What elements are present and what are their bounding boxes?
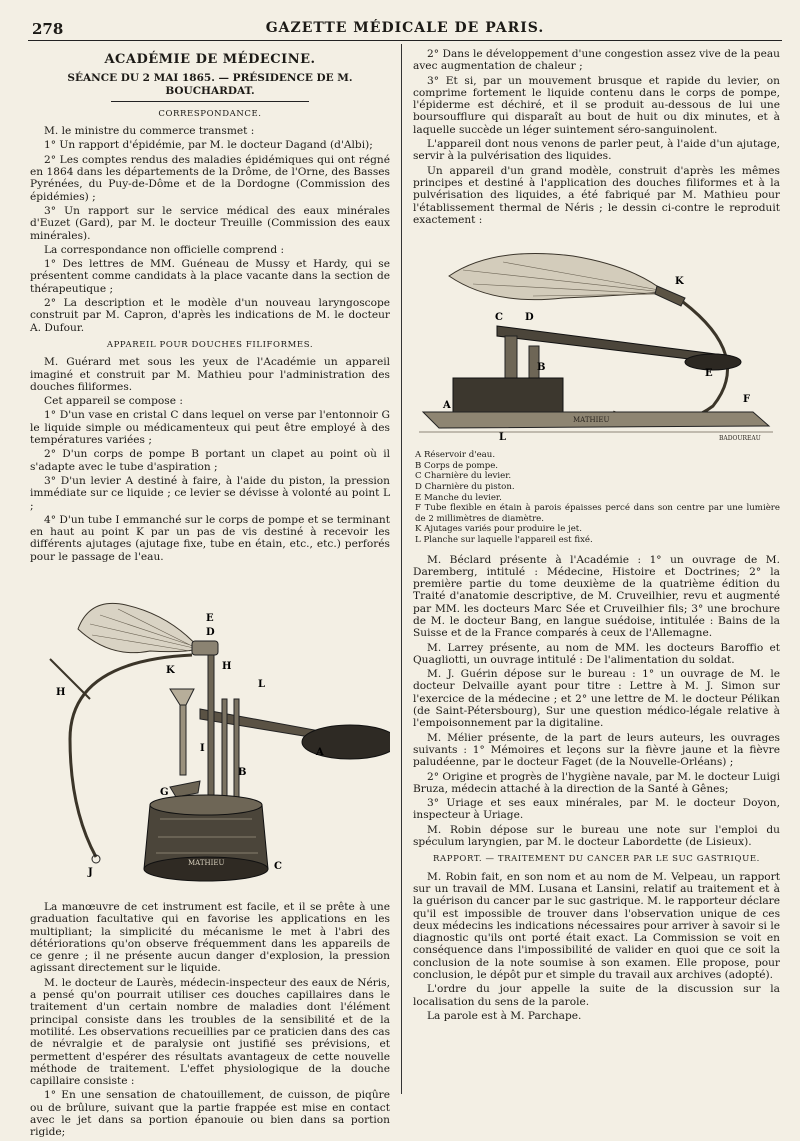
seance-line	[30, 72, 390, 102]
fig-label: K	[675, 276, 684, 288]
paragraph: M. Larrey présente, au nom de MM. les docteurs Baroffio et Quagliotti, un ouvrage intitulé : De l'alimentation du soldat.	[413, 641, 780, 666]
running-head	[28, 18, 782, 41]
seance-rule	[111, 101, 309, 102]
paragraph: 3° Uriage et ses eaux minérales, par M. le docteur Doyon, inspecteur à Uriage.	[413, 797, 780, 822]
fig-label: G	[160, 786, 169, 798]
paragraph: 2° Dans le développement d'une congestion assez vive de la peau avec augmentation de chaleur ;	[413, 48, 780, 73]
paragraph: M. le ministre du commerce transmet :	[44, 125, 255, 138]
paragraph: Un appareil d'un grand modèle, construit d'après les mêmes principes et destiné à l'application des douches filiformes et à la pulvérisation des liquides, a été fabriqué par M. Mathieu pour l'établissement thermal de Néris ; le dessin ci-contre le reproduit exactement :	[413, 164, 780, 226]
paragraph: Cet appareil se compose :	[44, 395, 183, 408]
legend-item: C Charnière du levier.	[415, 471, 512, 482]
nozzle-k	[655, 286, 685, 306]
paragraph: La parole est à M. Parchape.	[427, 1009, 582, 1022]
paragraph: 2° Origine et progrès de l'hygiène navale, par M. le docteur Luigi Bruza, médecin attaché à la direction de la Santé à Gênes;	[413, 770, 780, 795]
paragraph: M. Robin dépose sur le bureau une note sur l'emploi du spéculum laryngien, par M. le docteur Labordette (de Lisieux).	[413, 823, 780, 849]
fig-label: C	[274, 860, 282, 872]
paragraph: M. J. Guérin dépose sur le bureau : 1° un ouvrage de M. le docteur Delvaille ayant pour titre : Lettre à M. J. Simon sur l'exercice de la médecine ; et 2° une lettre de M. le docteur Pélikan (de Saint-Pétersbourg), Sur une question médico-légale relative à l'empoisonnement par la digitaline.	[413, 668, 780, 730]
spout	[170, 781, 200, 797]
nozzle	[192, 641, 218, 655]
pump-rod-2	[234, 699, 239, 799]
journal-title: GAZETTE MÉDICALE DE PARIS.	[265, 20, 545, 36]
fig-label: H	[56, 686, 66, 698]
fig-label: D	[525, 312, 534, 324]
lever-handle-e	[685, 354, 741, 370]
fig-label: L	[258, 678, 266, 690]
large-apparatus-engraving	[413, 236, 780, 446]
paragraph: 1° D'un vase en cristal C dans lequel on verse par l'entonnoir G le liquide simple ou médicamenteux qui peut être employé à des températures variées ;	[30, 409, 390, 447]
engraver-mark: BADOUREAU	[719, 435, 761, 443]
paragraph: 3° D'un levier A destiné à faire, à l'aide du piston, la pression immédiate sur ce liquide ; ce levier se dévisse à volonté au point L ;	[30, 474, 390, 512]
pump-rod	[222, 699, 227, 799]
legend-item: D Charnière du piston.	[415, 481, 515, 492]
legend-item: B Corps de pompe.	[415, 460, 499, 471]
fig-label: B	[537, 362, 546, 374]
fig-label: D	[206, 626, 215, 638]
fig-label: C	[495, 312, 503, 324]
paragraph: La correspondance non officielle comprend :	[44, 243, 285, 256]
reservoir-a	[453, 378, 563, 412]
figure-legend	[415, 450, 780, 545]
fig-label: K	[166, 664, 175, 676]
figure-douche-apparatus-large	[413, 236, 780, 446]
fig-label: H	[222, 660, 232, 672]
paragraph: 2° La description et le modèle d'un nouveau laryngoscope construit par M. Capron, d'après les indications de M. le docteur A. Dufour.	[30, 297, 390, 334]
paragraph: 4° D'un tube I emmanché sur le corps de pompe et se terminant en haut au point K par un pas de vis destiné à recevoir les différents ajutages (ajutage fixe, tube en étain, etc., etc.) perforés pour le passage de l'eau.	[30, 513, 390, 563]
paragraph: M. Béclard présente à l'Académie : 1° un ouvrage de M. Daremberg, intitulé : Médecine, Histoire et Doctrines; 2° la première partie du tome deuxième de la quatrième édition du Traité d'anatomie descriptive, de M. Cruveilhier, revu et augmenté par MM. les docteurs Marc Sée et Cruveilhier fils; 3° une brochure de M. le docteur Bang, en langue suédoise, intitulée : Bains de la Suisse et de la France comparés à ceux de l'Allemagne.	[413, 553, 780, 640]
appareil-heading: APPAREIL POUR DOUCHES FILIFORMES.	[106, 339, 314, 350]
figure-douche-apparatus-small	[30, 569, 390, 897]
paragraph: M. le docteur de Laurès, médecin-inspecteur des eaux de Néris, a pensé qu'on pourrait utiliser ces douches capillaires dans le traitement d'un certain nombre de maladies dont l'élément principal consiste dans les troubles de la sensibilité et de la motilité. Les observations recueillies par ce praticien dans des cas de névralgie et de paralysie ont justifié ses prévisions, et permettent d'espérer des résultats avantageux de cette nouvelle méthode de traitement. L'effet physiologique de la douche capillaire consiste :	[30, 976, 390, 1088]
legend-item: K Ajutages variés pour produire le jet.	[415, 524, 582, 535]
maker-mark: MATHIEU	[188, 858, 225, 867]
right-column	[413, 48, 780, 1024]
fig-label: J	[88, 866, 93, 878]
legend-item: L Planche sur laquelle l'appareil est fixé.	[415, 534, 593, 545]
fig-label: B	[238, 766, 247, 778]
vertical-tube	[208, 655, 214, 795]
paragraph: 2° Les comptes rendus des maladies épidémiques qui ont régné en 1864 dans les départements de la Drôme, de l'Orne, des Basses Pyrénées, du Puy-de-Dôme et de la Dordogne (Commission des épidémies) ;	[30, 153, 390, 203]
vase-top	[150, 795, 262, 815]
paragraph: 3° Un rapport sur le service médical des eaux minérales d'Euzet (Gard), par M. le docteur Treuille (Commission des eaux minérales).	[30, 204, 390, 242]
funnel	[170, 689, 194, 705]
paragraph: 1° Des lettres de MM. Guéneau de Mussy et Hardy, qui se présentent comme candidats à la place vacante dans la section de thérapeutique ;	[30, 258, 390, 295]
legend-item: F Tube flexible en étain à parois épaisses percé dans son centre par une lumière de 2 millimètres de diamètre.	[415, 503, 780, 524]
fig-label: L	[499, 432, 507, 444]
paragraph: 1° Un rapport d'épidémie, par M. le docteur Dagand (d'Albi);	[44, 139, 373, 152]
page-number: 278	[32, 20, 64, 38]
column-divider	[401, 44, 402, 1094]
paragraph: L'appareil dont nous venons de parler peut, à l'aide d'un ajutage, servir à la pulvérisation des liquides.	[413, 138, 780, 163]
seance-text: SÉANCE DU 2 MAI 1865. — PRÉSIDENCE DE M. BOUCHARDAT.	[67, 72, 353, 97]
apparatus-engraving	[30, 569, 390, 897]
paragraph: L'ordre du jour appelle la suite de la discussion sur la localisation du sens de la parole.	[413, 983, 780, 1008]
left-column	[30, 48, 390, 1141]
section-title: ACADÉMIE DE MÉDECINE.	[104, 52, 316, 67]
fig-label: F	[743, 394, 751, 406]
fig-label: A	[316, 746, 324, 758]
paragraph: M. Robin fait, en son nom et au nom de M. Velpeau, un rapport sur un travail de MM. Lusana et Lansini, relatif au traitement et à la guérison du cancer par le suc gastrique. M. le rapporteur déclare qu'il est impossible de trouver dans l'observation unique de ces deux médecins les indications nécessaires pour arriver à savoir si le diagnostic qu'ils ont porté était exact. La Commission se voit en conséquence dans l'impossibilité de valider en quoi que ce soit la conclusion de la note soumise à son examen. Elle propose, pour conclusion, le dépôt pur et simple du travail aux archives (adopté).	[413, 870, 780, 981]
paragraph: 1° En une sensation de chatouillement, de cuisson, de piqûre ou de brûlure, suivant que la partie frappée est mise en contact avec le jet dans sa portion épanouie ou bien dans sa portion rigide;	[30, 1089, 390, 1139]
rapport-heading: RAPPORT. — TRAITEMENT DU CANCER PAR LE SUC GASTRIQUE.	[433, 854, 760, 865]
maker-mark: MATHIEU	[573, 416, 610, 425]
paragraph: La manœuvre de cet instrument est facile, et il se prête à une graduation facultative qui en favorise les applications en les multipliant; la simplicité du mécanisme le met à l'abri des détériorations qu'on observe fréquemment dans les appareils de ce genre ; il ne présente aucun danger d'explosion, la pression agissant directement sur le liquide.	[30, 900, 390, 975]
legend-item: E Manche du levier.	[415, 492, 502, 503]
fig-label: E	[705, 368, 713, 380]
legend-item: A Réservoir d'eau.	[415, 450, 496, 461]
fig-label: I	[200, 742, 205, 754]
paragraph: 3° Et si, par un mouvement brusque et rapide du levier, on comprime fortement le liquide contenu dans le corps de pompe, l'épiderme est déchiré, et il se produit au-dessous de lui une boursoufflure qui disparaît au bout de huit ou dix minutes, et à laquelle succède un léger suintement séro-sanguinolent.	[413, 74, 780, 136]
paragraph: M. Mélier présente, de la part de leurs auteurs, les ouvrages suivants : 1° Mémoires et leçons sur la fièvre jaune et la fièvre paludéenne, par le docteur Faget (de la Nouvelle-Orléans) ;	[413, 731, 780, 769]
paragraph: 2° D'un corps de pompe B portant un clapet au point où il s'adapte avec le tube d'aspiration ;	[30, 448, 390, 473]
lever-arm	[200, 709, 322, 739]
paragraph: M. Guérard met sous les yeux de l'Académie un appareil imaginé et construit par M. Mathieu pour l'administration des douches filiformes.	[30, 356, 390, 393]
funnel-stem	[180, 705, 186, 775]
fig-label: E	[206, 612, 214, 624]
correspondance-heading: CORRESPONDANCE.	[158, 108, 262, 119]
fig-label: A	[443, 400, 451, 412]
